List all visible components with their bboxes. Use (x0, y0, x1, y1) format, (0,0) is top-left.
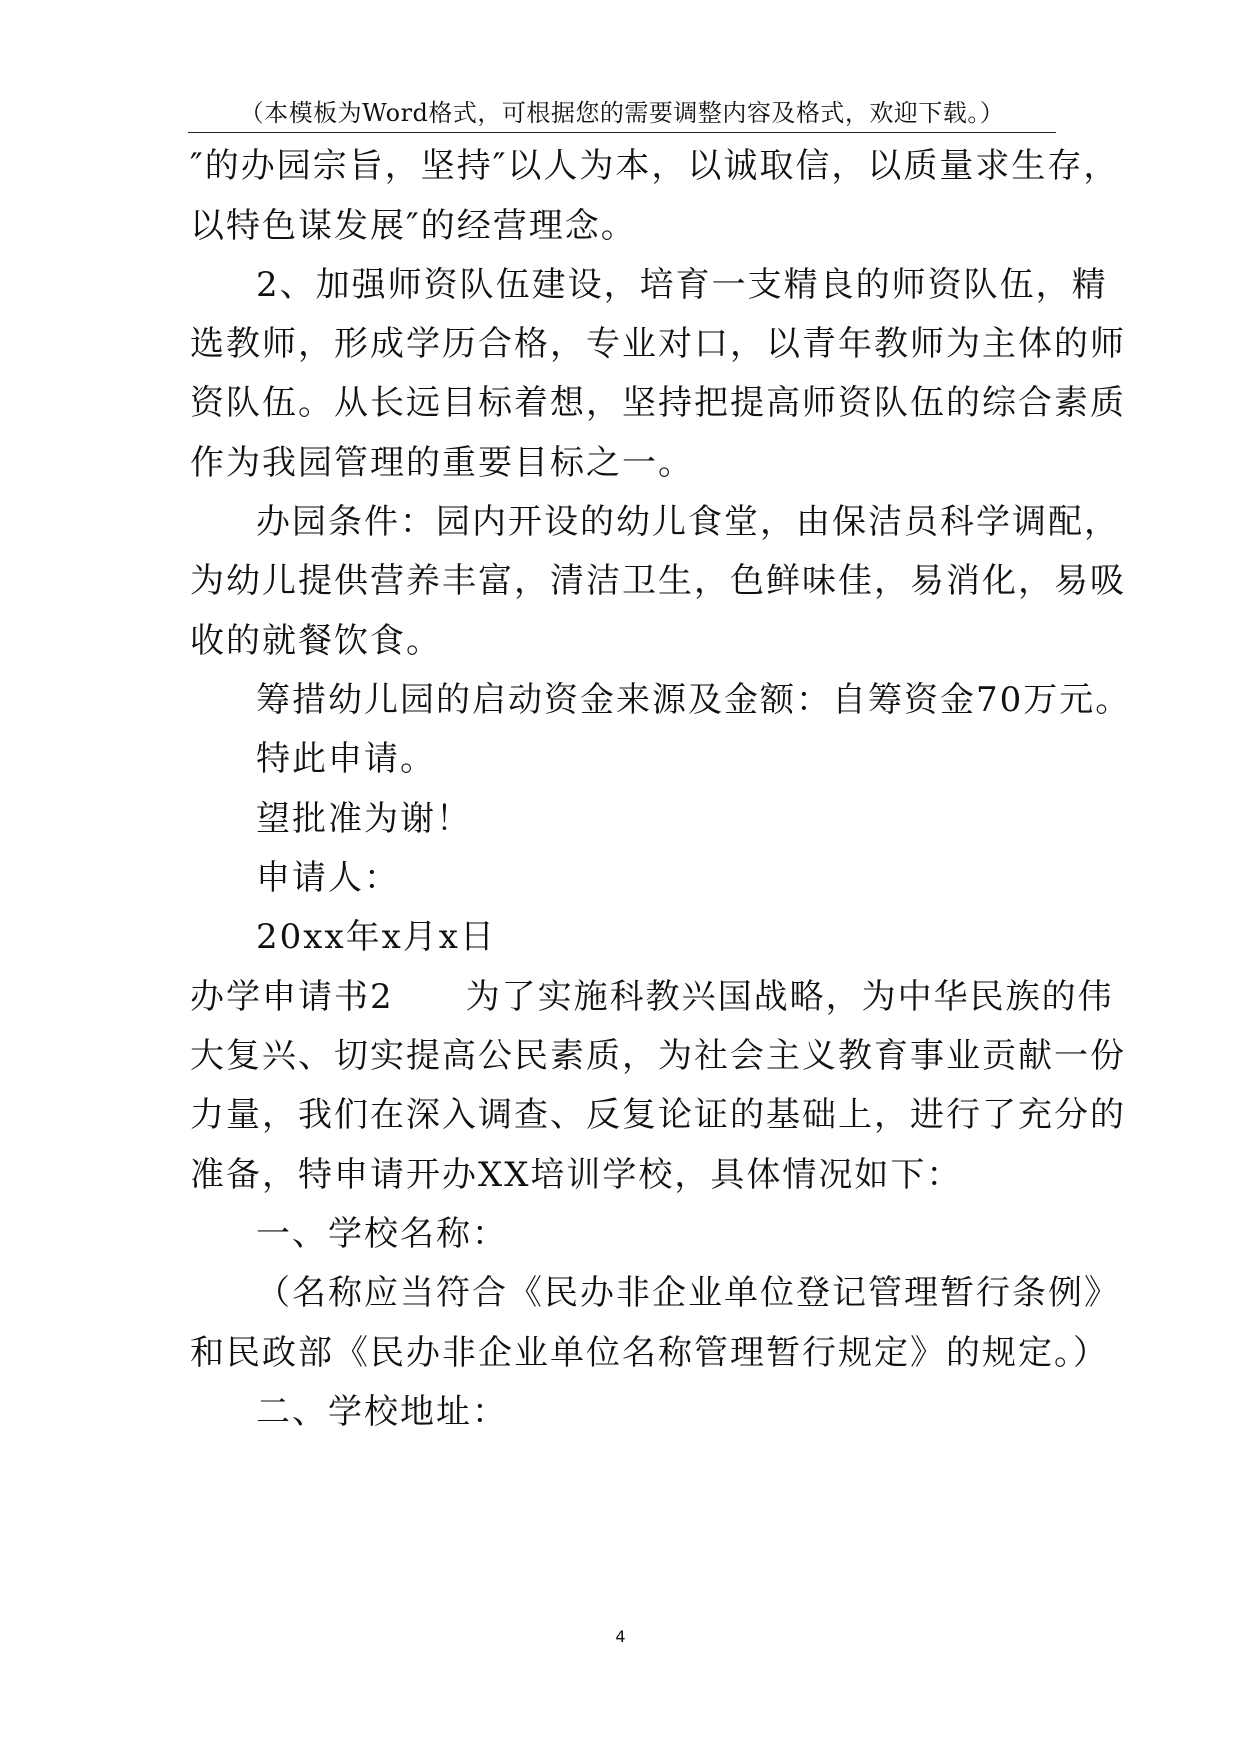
body-line: 作为我园管理的重要目标之一。 (190, 443, 694, 483)
header-divider (188, 132, 1056, 133)
body-line: 收的就餐饮食。 (190, 621, 442, 661)
page-header-note: （本模板为Word格式，可根据您的需要调整内容及格式，欢迎下载。） (239, 99, 1005, 127)
body-line: （名称应当符合《民办非企业单位登记管理暂行条例》 (256, 1273, 1120, 1313)
body-line: 准备，特申请开办XX培训学校，具体情况如下： (190, 1155, 963, 1195)
body-line: 以特色谋发展″的经营理念。 (190, 206, 637, 246)
body-line-text: 为了实施科教兴国战略，为中华民族的伟 (465, 977, 1114, 1017)
body-line: 大复兴、切实提高公民素质，为社会主义教育事业贡献一份 (190, 1036, 1126, 1076)
body-line: 20xx年x月x日 (256, 917, 496, 957)
body-line: 二、学校地址： (256, 1392, 508, 1432)
body-line: 筹措幼儿园的启动资金来源及金额：自筹资金70万元。 (256, 680, 1132, 720)
body-line: 为幼儿提供营养丰富，清洁卫生，色鲜味佳，易消化，易吸 (190, 561, 1126, 601)
section-title: 办学申请书2 (190, 977, 394, 1017)
body-line: 一、学校名称： (256, 1214, 508, 1254)
body-line: 选教师，形成学历合格，专业对口，以青年教师为主体的师 (190, 324, 1126, 364)
body-line: 资队伍。从长远目标着想，坚持把提高师资队伍的综合素质 (190, 383, 1126, 423)
body-line: 申请人： (256, 858, 400, 898)
body-line: 2、加强师资队伍建设，培育一支精良的师资队伍，精 (256, 265, 1108, 305)
body-line: 望批准为谢！ (256, 799, 472, 839)
body-line: 特此申请。 (256, 739, 436, 779)
body-line: 和民政部《民办非企业单位名称管理暂行规定》的规定。） (190, 1333, 1109, 1373)
body-line: 力量，我们在深入调查、反复论证的基础上，进行了充分的 (190, 1095, 1126, 1135)
body-line: 办园条件：园内开设的幼儿食堂，由保洁员科学调配， (256, 502, 1120, 542)
body-line: ″的办园宗旨，坚持″以人为本，以诚取信，以质量求生存， (190, 146, 1120, 186)
page-number: 4 (615, 1627, 626, 1646)
section-heading-line (190, 975, 1114, 1019)
